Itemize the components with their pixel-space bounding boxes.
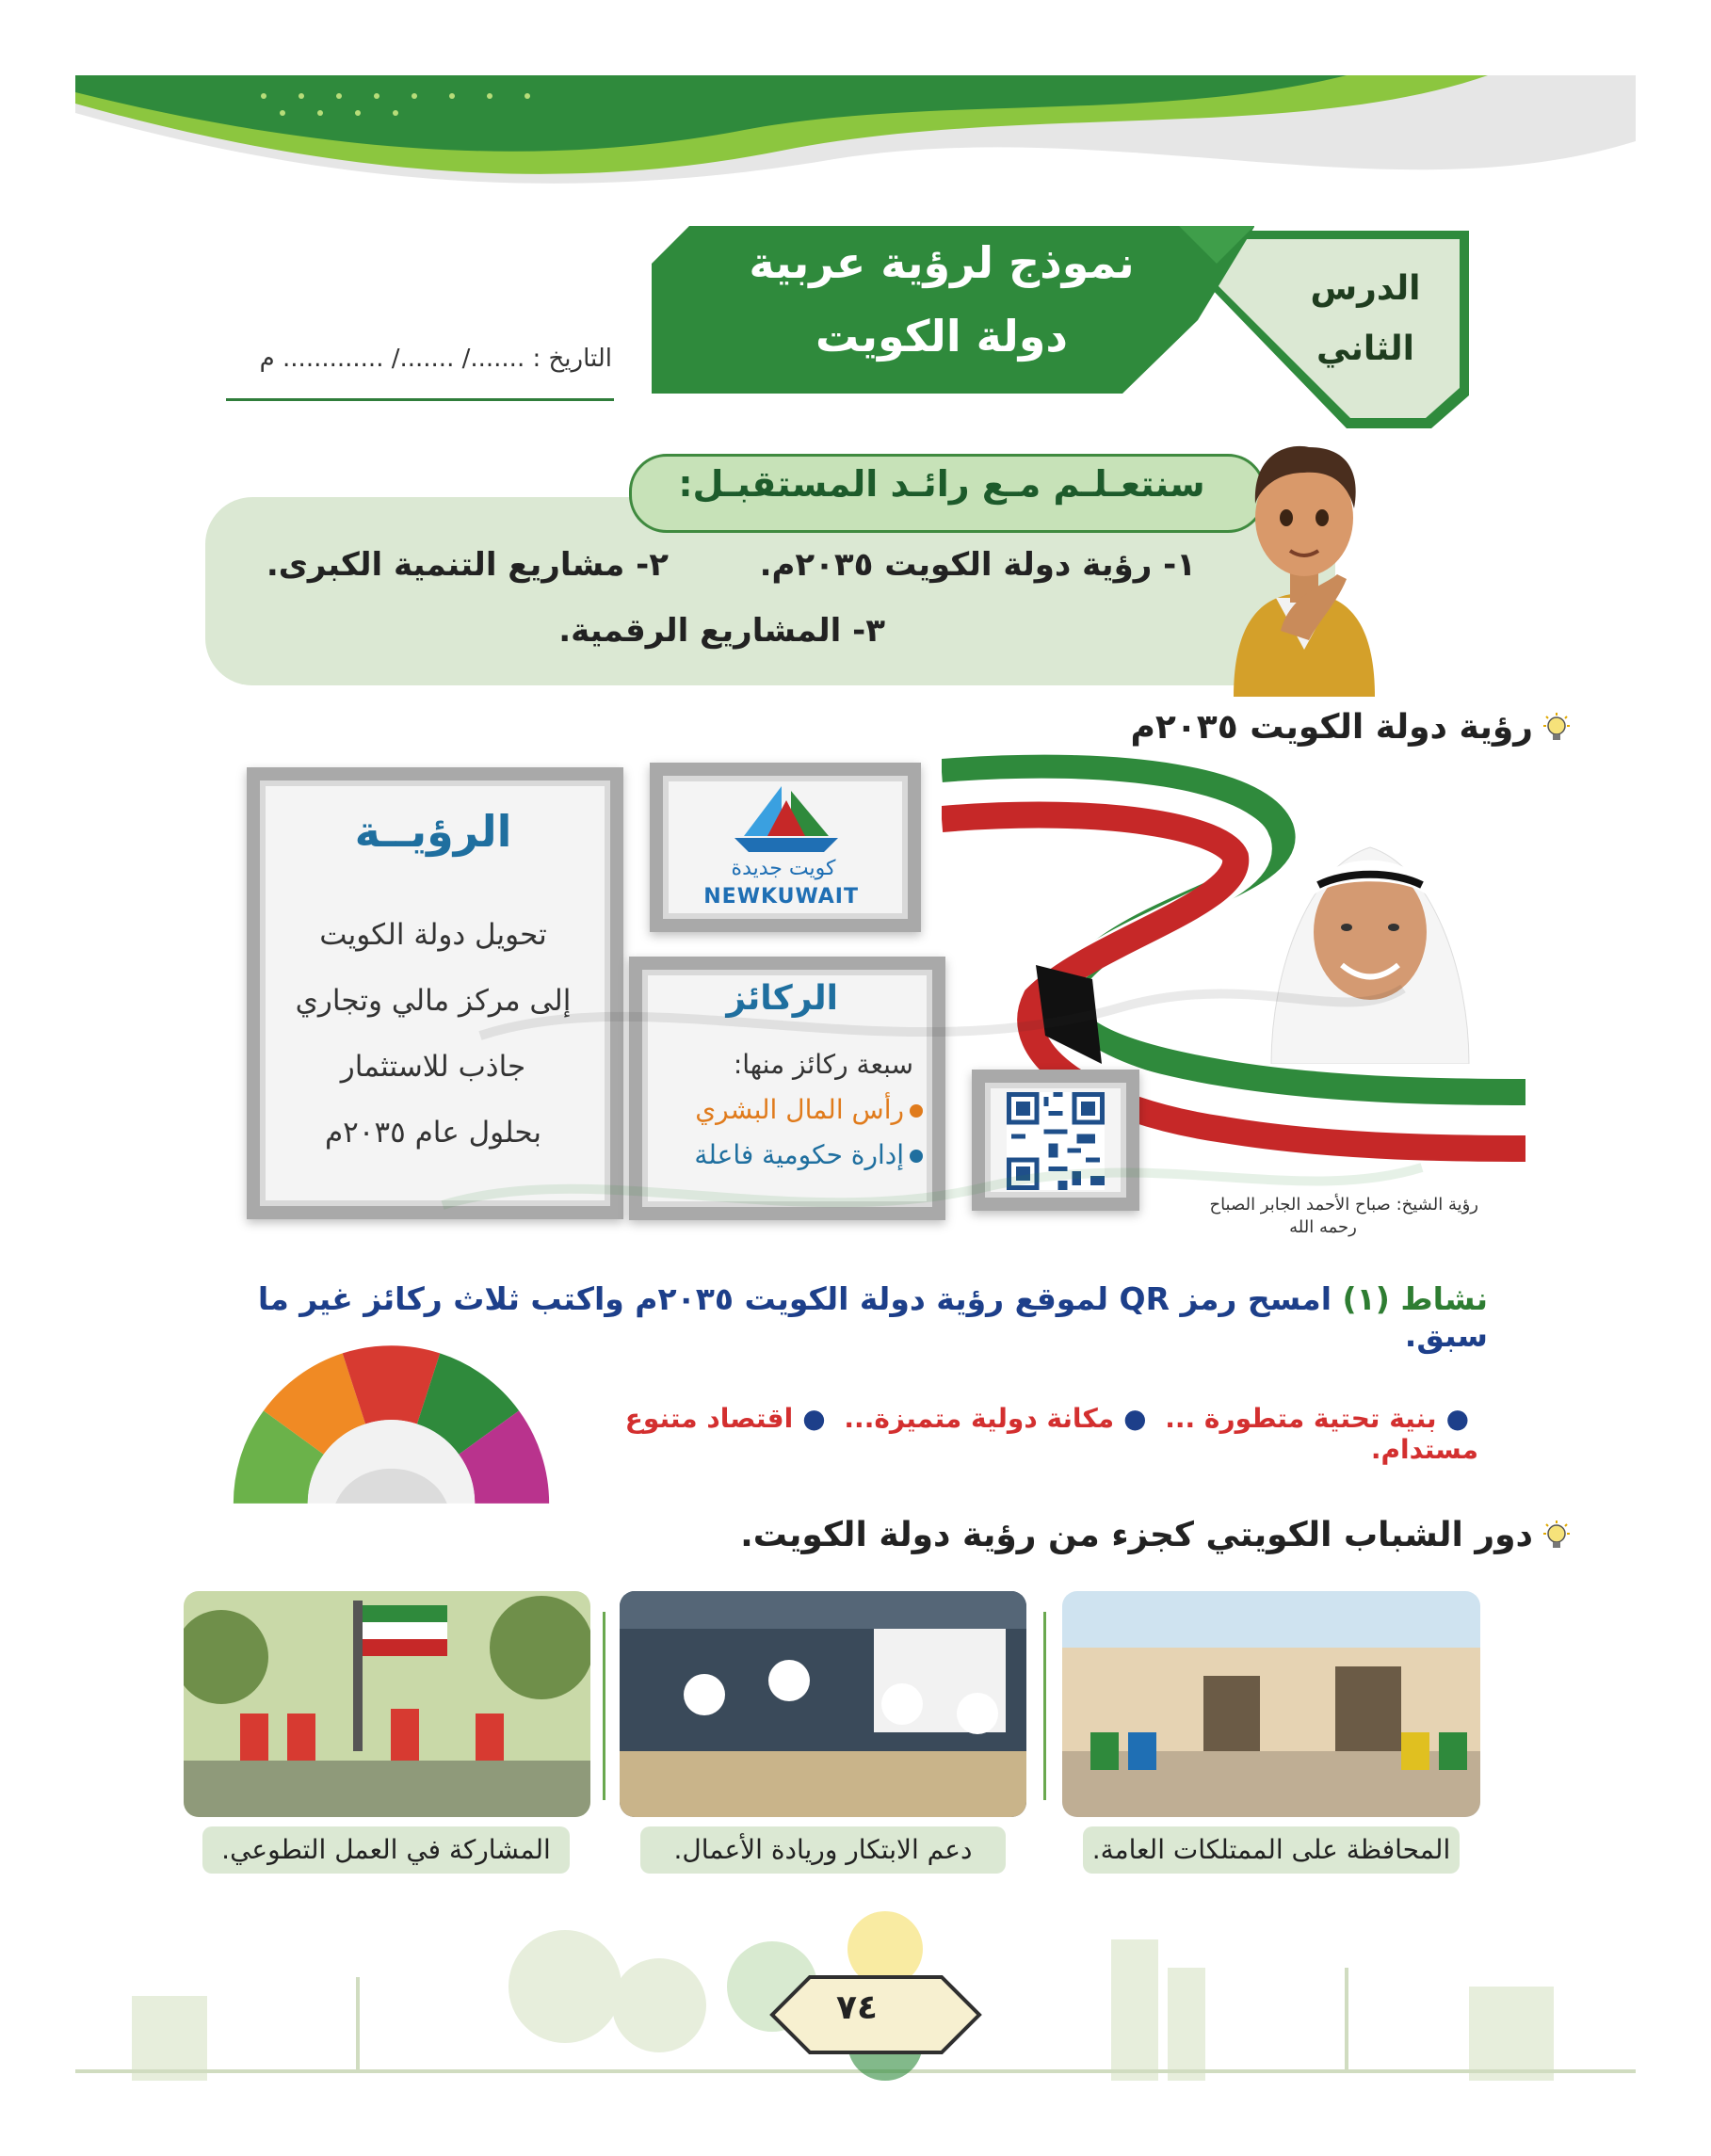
pillars-intro: سبعة ركائز منها: [733,1049,913,1080]
photo-caption-2: دعم الابتكار وريادة الأعمال. [640,1826,1006,1874]
objective-item-2: ٢- مشاريع التنمية الكبرى. [266,546,669,584]
lesson-title-line2: دولة الكويت [815,311,1068,362]
pillar-item-2-text: إدارة حكومية فاعلة [694,1139,904,1170]
activity-answer-2[interactable]: مكانة دولية متميزة... [844,1403,1115,1434]
lesson-tag-line1: الدرس [1310,269,1421,308]
lesson-tag-line2: الثاني [1316,330,1414,368]
new-kuwait-logo [716,781,857,857]
section-vision-title [1045,708,1573,747]
section-vision-title-text: رؤية دولة الكويت ٢٠٣٥م [1130,708,1533,747]
bullet-icon: ● [802,1403,826,1434]
date-underline [226,398,614,401]
activity-answer-3[interactable]: اقتصاد متنوع مستدام. [624,1403,1478,1465]
photo-volunteering [184,1591,590,1817]
pillar-item-1-text: رأس المال البشري [695,1094,904,1125]
watermark [405,923,1441,1262]
photo-divider [1043,1612,1046,1800]
activity-text: امسح رمز QR لموقع رؤية دولة الكويت ٢٠٣٥م واكتب ثلاث ركائز غير ما سبق. [257,1280,1488,1354]
footer-sustainability-illustration [75,1883,1636,2081]
objective-item-3: ٣- المشاريع الرقمية. [558,612,885,650]
lesson-title-line1: نموذج لرؤية عربية [749,237,1135,288]
photo-innovation [620,1591,1026,1817]
activity-label: نشاط (١) [1342,1280,1488,1317]
section-youth-title-text: دور الشباب الكويتي كجزء من رؤية دولة الكويت. [740,1516,1533,1554]
vision-line-2: إلى مركز مالي وتجاري [295,984,572,1018]
bullet-icon: ● [1123,1403,1147,1434]
bullet-icon: ● [1445,1403,1469,1434]
pillars-heading: الركائز [726,979,838,1018]
sheikh-caption-line2: رحمه الله [1289,1217,1357,1237]
vision-heading: الرؤيــة [354,806,512,857]
vision-line-3: جاذب للاستثمار [340,1050,526,1084]
lightbulb-icon [1541,1520,1573,1553]
objectives-heading: سنتعـلـم مـع رائـد المستقبـل: [678,463,1205,505]
activity-answer-1[interactable]: بنية تحتية متطورة ... [1165,1403,1437,1434]
date-field[interactable]: التاريخ : ......./ ......./ ............. م [259,345,612,373]
new-kuwait-logo-arabic: كويت جديدة [731,857,836,880]
boy-character-illustration [1224,414,1384,697]
vision-line-1: تحويل دولة الكويت [319,918,547,952]
lightbulb-icon [1541,713,1573,745]
photo-caption-1: المحافظة على الممتلكات العامة. [1083,1826,1460,1874]
header-wave [75,75,1636,217]
photo-caption-3: المشاركة في العمل التطوعي. [202,1826,570,1874]
photo-divider [603,1612,605,1800]
objective-item-1: ١- رؤية دولة الكويت ٢٠٣٥م. [759,546,1196,584]
new-kuwait-logo-latin: NEWKUWAIT [703,885,859,909]
page-number: ٧٤ [836,1988,878,2027]
sheikh-caption-line1: رؤية الشيخ: صباح الأحمد الجابر الصباح [1209,1195,1478,1215]
photo-public-property [1062,1591,1480,1817]
activity-answers[interactable] [556,1403,1478,1465]
vision-line-4: بحلول عام ٢٠٣٥م [324,1116,542,1150]
section-youth-title [734,1516,1573,1554]
pillars-semicircle-graphic [224,1335,558,1523]
